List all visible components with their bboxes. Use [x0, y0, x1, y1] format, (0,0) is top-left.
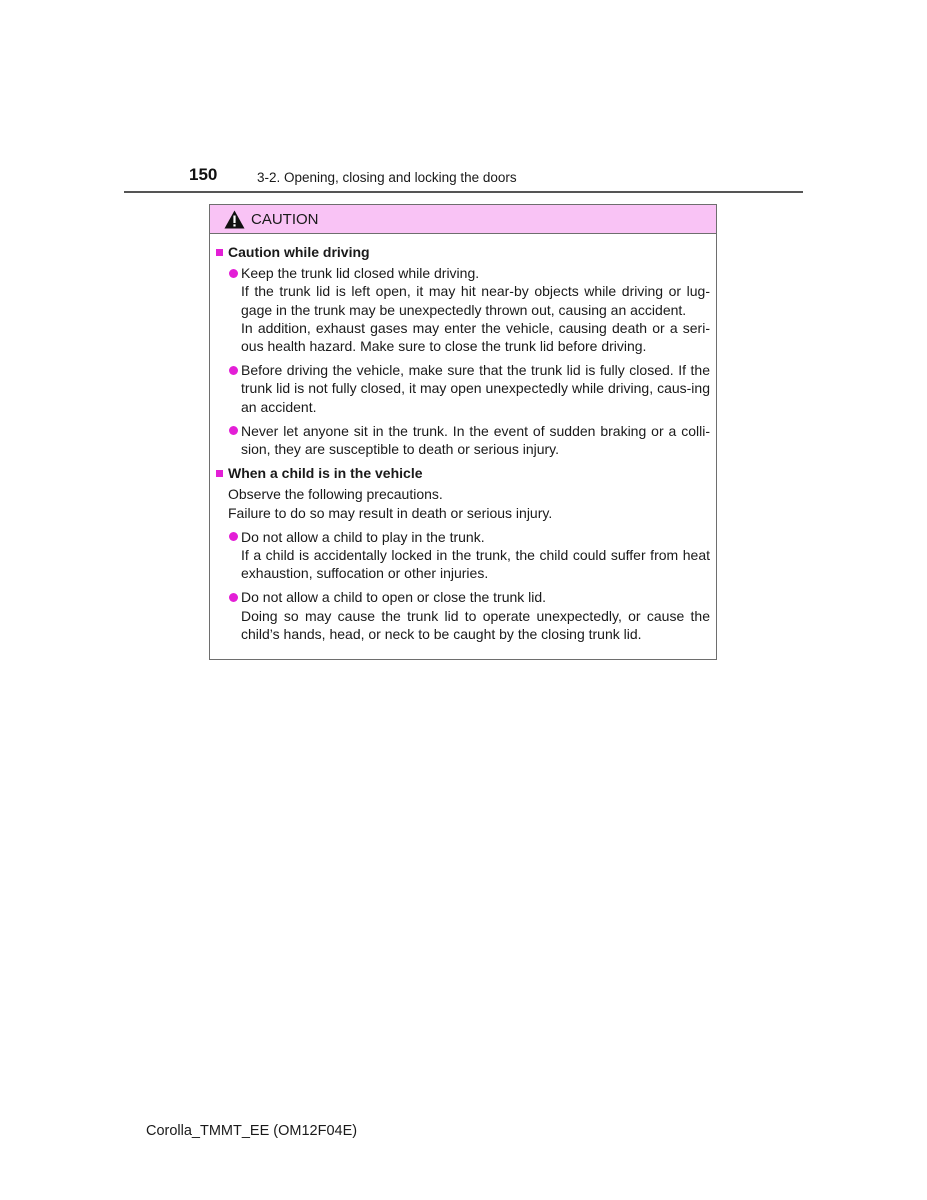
bullet-first-line: Keep the trunk lid closed while driving.: [241, 265, 480, 282]
bullet-text: [241, 588, 710, 643]
bullet-item: [216, 588, 710, 643]
bullet-item: [216, 422, 710, 458]
section-title: 3-2. Opening, closing and locking the doors: [257, 170, 517, 185]
round-bullet-icon: [229, 366, 238, 375]
bullet-text: [241, 361, 710, 416]
section-heading: [216, 243, 710, 261]
bullet-first-line: Never let anyone sit in the trunk. In the event of sudden braking or a colli-sion, they are susceptible to death or serious injury.: [241, 422, 710, 458]
section-heading-text: Caution while driving: [228, 244, 370, 260]
square-bullet-icon: [216, 249, 223, 256]
intro-line: Failure to do so may result in death or serious injury.: [228, 504, 553, 521]
header-divider: [124, 191, 803, 193]
square-bullet-icon: [216, 470, 223, 477]
caution-section: [216, 243, 710, 458]
section-intro: [216, 485, 710, 521]
page-number: 150: [189, 165, 218, 184]
bullet-first-line: Do not allow a child to play in the trunk.: [241, 528, 485, 545]
caution-title: CAUTION: [251, 210, 319, 228]
caution-section: [216, 464, 710, 643]
bullet-detail: In addition, exhaust gases may enter the vehicle, causing death or a seri-ous health hazard. Make sure to close the trunk lid before driving.: [241, 319, 710, 355]
intro-line: Observe the following precautions.: [228, 486, 443, 503]
footer-doc-id: Corolla_TMMT_EE (OM12F04E): [146, 1123, 358, 1139]
caution-header: [210, 205, 716, 234]
round-bullet-icon: [229, 426, 238, 435]
section-heading-text: When a child is in the vehicle: [228, 465, 423, 482]
round-bullet-icon: [229, 532, 238, 541]
bullet-detail: If the trunk lid is left open, it may hit near-by objects while driving or lug-gage in the trunk may be unexpectedly thrown out, causing an accident.: [241, 283, 710, 318]
bullet-item: [216, 264, 710, 355]
bullet-text: [241, 528, 710, 583]
round-bullet-icon: [229, 269, 238, 278]
bullet-text: [241, 264, 710, 355]
caution-body: [210, 234, 716, 643]
bullet-detail: If a child is accidentally locked in the trunk, the child could suffer from heat exhaustion, suffocation or other injuries.: [241, 547, 710, 582]
bullet-first-line: Do not allow a child to open or close the trunk lid.: [241, 589, 547, 606]
round-bullet-icon: [229, 593, 238, 602]
bullet-item: [216, 361, 710, 416]
caution-box: [209, 204, 717, 660]
bullet-detail: Doing so may cause the trunk lid to operate unexpectedly, or cause the child’s hands, head, or neck to be caught by the closing trunk lid.: [241, 607, 710, 642]
section-heading: [216, 464, 710, 482]
bullet-item: [216, 528, 710, 583]
bullet-text: [241, 422, 710, 458]
bullet-first-line: Before driving the vehicle, make sure that the trunk lid is fully closed. If the trunk lid is not fully closed, it may open unexpectedly while driving, caus-ing an accident.: [241, 362, 710, 415]
warning-triangle-icon: [224, 210, 245, 229]
